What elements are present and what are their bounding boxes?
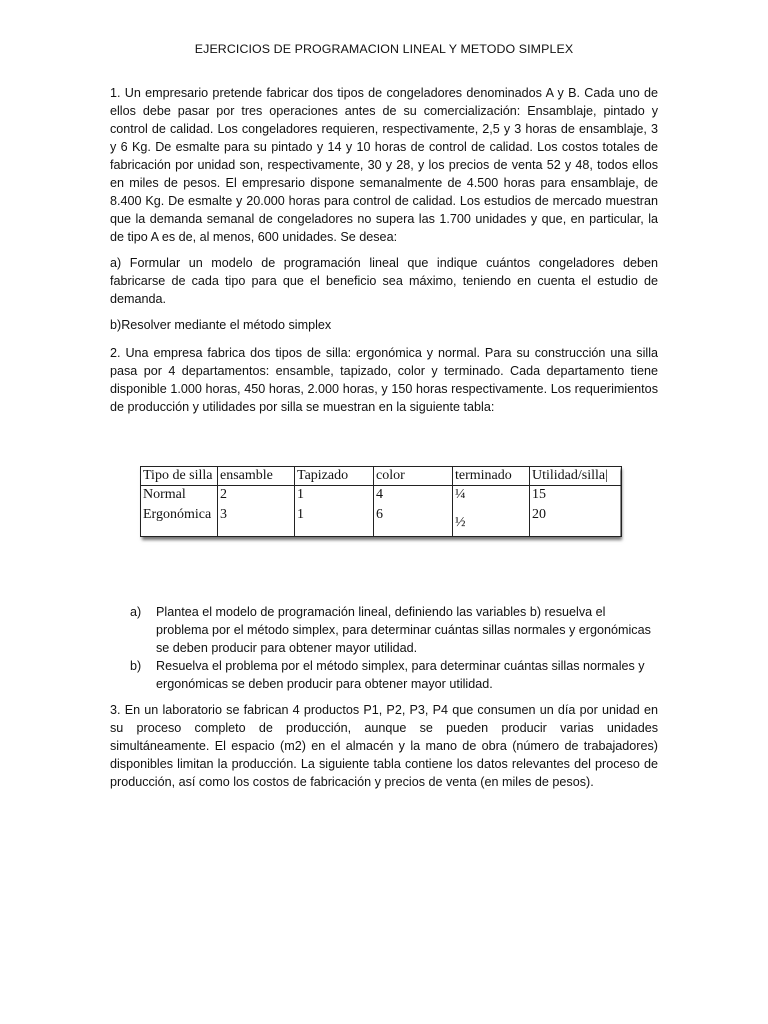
- table-cell: 1: [295, 506, 374, 536]
- table-cell: Normal: [141, 486, 218, 507]
- table-cell: 20: [530, 506, 622, 536]
- table-cell: Ergonómica: [141, 506, 218, 536]
- exercise-3-text: 3. En un laboratorio se fabrican 4 productos P1, P2, P3, P4 que consumen un día por unidad en su proceso completo de producción, aunque se pueden producir varias unidades simultáneamente. El espacio (m2) en el almacén y la mano de obra (número de trabajadores) disponibles limitan la producción. La siguiente tabla contiene los datos relevantes del proceso de producción, así como los costos de fabricación y precios de venta (en miles de pesos).: [110, 703, 658, 789]
- table-cell: 1: [295, 486, 374, 507]
- table-header-cell: Tapizado: [295, 467, 374, 486]
- table-header-cell: color: [374, 467, 453, 486]
- table-row: [141, 506, 622, 536]
- chair-table-image: [140, 466, 620, 537]
- list-marker: a): [130, 605, 142, 619]
- list-item: [130, 657, 658, 693]
- table-cell: 2: [218, 486, 295, 507]
- table-header-row: [141, 467, 622, 486]
- list-marker: b): [130, 659, 142, 673]
- table-cell: 4: [374, 486, 453, 507]
- document-title: EJERCICIOS DE PROGRAMACION LINEAL Y METODO SIMPLEX: [194, 42, 574, 56]
- table-cell: 3: [218, 506, 295, 536]
- list-item: [130, 603, 658, 657]
- exercise-2-text: 2. Una empresa fabrica dos tipos de silla: ergonómica y normal. Para su construcción una silla pasa por 4 departamentos: ensamble, tapizado, color y terminado. Cada departamento tiene disponible 1.000 horas, 450 horas, 2.000 horas, y 150 horas respectivamente. Los requerimientos de producción y utilidades por silla se muestran en la siguiente tabla:: [110, 346, 658, 414]
- table-cell: ¼: [453, 486, 530, 507]
- table-header-cell: ensamble: [218, 467, 295, 486]
- exercise-2-task-list: [130, 603, 658, 693]
- exercise-1-part-a: a) Formular un modelo de programación lineal que indique cuántos congeladores deben fabricarse de cada tipo para que el beneficio sea máximo, teniendo en cuenta el estudio de demanda.: [110, 256, 658, 306]
- table-row: [141, 486, 622, 507]
- list-item-text: Resuelva el problema por el método simplex, para determinar cuántas sillas normales y ergonómicas se deben producir para obtener mayor utilidad.: [156, 659, 645, 691]
- list-item-text: Plantea el modelo de programación lineal, definiendo las variables b) resuelva el problema por el método simplex, para determinar cuántas sillas normales y ergonómicas se deben producir para obtener mayor utilidad.: [156, 605, 651, 655]
- table-cell: 15: [530, 486, 622, 507]
- table-header-cell: Tipo de silla: [141, 467, 218, 486]
- table-header-cell: Utilidad/silla|: [530, 467, 622, 486]
- table-cell: ½: [453, 506, 530, 536]
- table-header-cell: terminado: [453, 467, 530, 486]
- table-cell: 6: [374, 506, 453, 536]
- chair-requirements-table: [140, 466, 622, 537]
- exercise-1-text: 1. Un empresario pretende fabricar dos tipos de congeladores denominados A y B. Cada uno de ellos debe pasar por tres operaciones antes de su comercialización: Ensamblaje, pintado y control de calidad. Los congeladores requieren, respectivamente, 2,5 y 3 horas de ensamblaje, 3 y 6 Kg. De esmalte para su pintado y 14 y 10 horas de control de calidad. Los costos totales de fabricación por unidad son, respectivamente, 30 y 28, y los precios de venta 52 y 48, todos ellos en miles de pesos. El empresario dispone semanalmente de 4.500 horas para ensamblaje, de 8.400 Kg. De esmalte y 20.000 horas para control de calidad. Los estudios de mercado muestran que la demanda semanal de congeladores no supera las 1.700 unidades y que, en particular, la de tipo A es de, al menos, 600 unidades. Se desea:: [110, 86, 658, 244]
- exercise-1-part-b: b)Resolver mediante el método simplex: [110, 318, 332, 332]
